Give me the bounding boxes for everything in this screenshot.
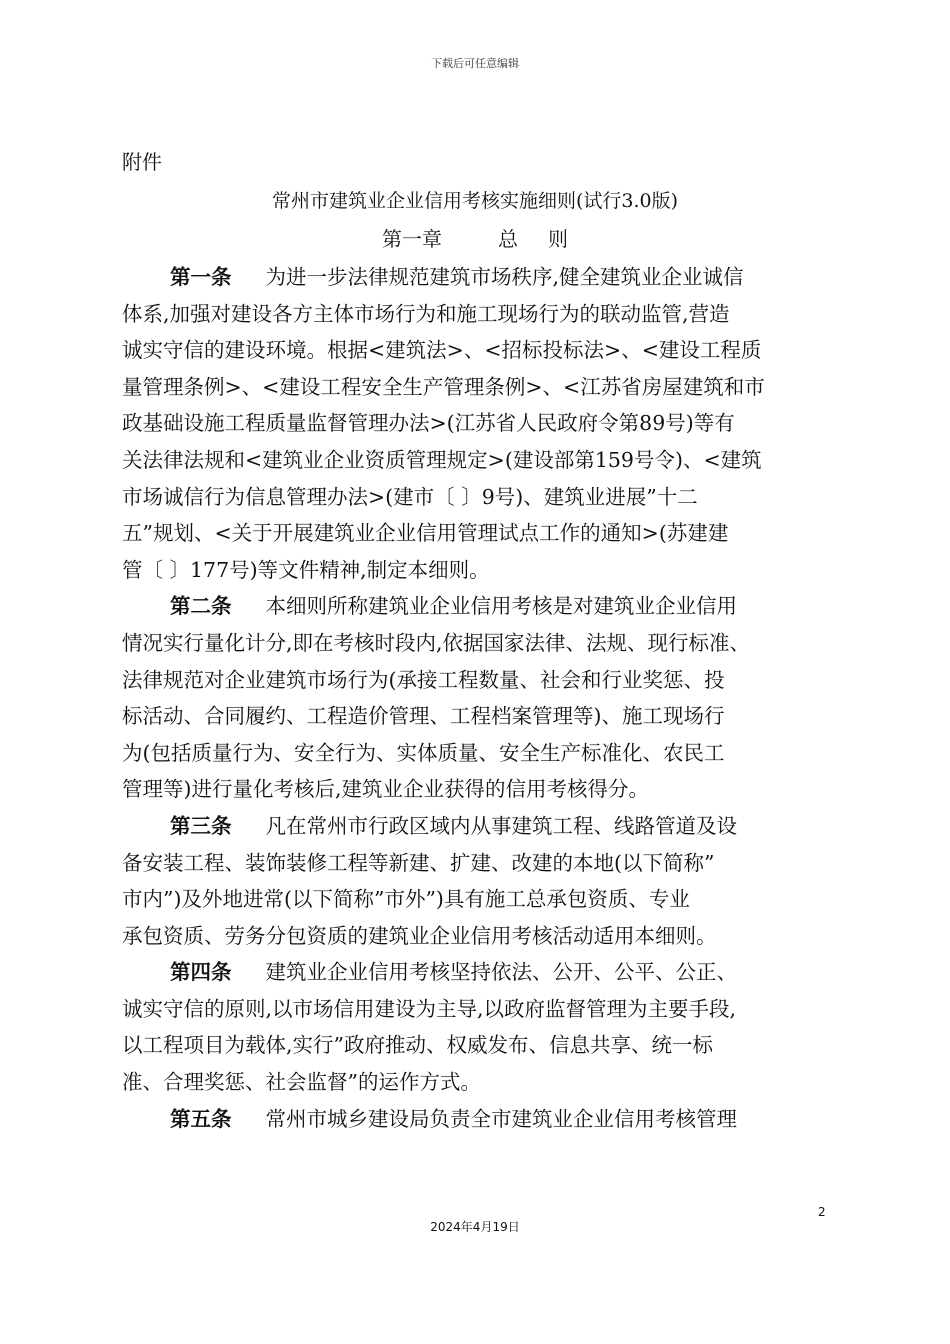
article-line: 情况实行量化计分,即在考核时段内,依据国家法律、法规、现行标准、 [122,630,751,655]
article-text: 为进一步法律规范建筑市场秩序,健全建筑业企业诚信 [265,265,744,289]
article-line: 量管理条例>、<建设工程安全生产管理条例>、<江苏省房屋建筑和市 [122,374,765,399]
article-label: 第五条 [170,1106,232,1131]
attachment-label: 附件 [122,150,162,174]
chapter-number: 第一章 [382,227,442,251]
article-first-line [122,1101,834,1138]
article-text: 本细则所称建筑业企业信用考核是对建筑业企业信用 [265,594,737,619]
document-title: 常州市建筑业企业信用考核实施细则(试行3.0版) [271,190,679,212]
article-line: 准、合理奖惩、社会监督”的运作方式。 [122,1070,481,1095]
article-3 [122,808,834,954]
article-line: 法律规范对企业建筑市场行为(承接工程数量、社会和行业奖惩、投 [122,667,725,692]
article-first-line [122,808,834,845]
article-first-line [122,954,834,991]
document-body [122,259,834,1137]
page-number: 2 [818,1205,826,1219]
article-line: 诚实守信的原则,以市场信用建设为主导,以政府监督管理为主要手段, [122,996,737,1021]
article-text: 建筑业企业信用考核坚持依法、公开、公平、公正、 [265,960,737,985]
chapter-name-part-1: 总 [498,227,518,251]
article-text: 常州市城乡建设局负责全市建筑业企业信用考核管理 [265,1106,737,1131]
article-line: 市内”)及外地进常(以下简称”市外”)具有施工总承包资质、专业 [122,887,690,912]
article-label: 第二条 [170,594,232,619]
article-line: 备安装工程、装饰装修工程等新建、扩建、改建的本地(以下简称” [122,850,715,875]
article-label: 第四条 [170,960,232,985]
article-line: 市场诚信行为信息管理办法>(建市〔 〕9号)、建筑业进展”十二 [122,484,698,509]
article-line: 关法律法规和<建筑业企业资质管理规定>(建设部第159号令)、<建筑 [122,447,762,472]
article-line: 体系,加强对建设各方主体市场行为和施工现场行为的联动监管,营造 [122,301,730,326]
article-line: 五”规划、<关于开展建筑业企业信用管理试点工作的通知>(苏建建 [122,521,729,546]
header-note: 下载后可任意编辑 [431,57,519,70]
article-2 [122,588,834,808]
article-line: 为(包括质量行为、安全行为、实体质量、安全生产标准化、农民工 [122,740,725,765]
chapter-heading [0,223,950,252]
chapter-name-part-2: 则 [548,227,568,251]
article-label: 第一条 [170,265,232,289]
footer-date: 2024年4月19日 [430,1220,520,1234]
article-text: 凡在常州市行政区域内从事建筑工程、线路管道及设 [265,813,737,838]
article-line: 管理等)进行量化考核后,建筑业企业获得的信用考核得分。 [122,777,650,802]
article-first-line [122,588,834,625]
article-line: 标活动、合同履约、工程造价管理、工程档案管理等)、施工现场行 [122,704,725,729]
article-label: 第三条 [170,813,232,838]
article-1 [122,259,834,588]
article-first-line [122,259,834,296]
article-line: 诚实守信的建设环境。根据<建筑法>、<招标投标法>、<建设工程质 [122,338,762,363]
article-line: 政基础设施工程质量监督管理办法>(江苏省人民政府令第89号)等有 [122,411,735,436]
article-line: 以工程项目为载体,实行”政府推动、权威发布、信息共享、统一标 [122,1033,713,1058]
article-5 [122,1101,834,1138]
article-line: 承包资质、劳务分包资质的建筑业企业信用考核活动适用本细则。 [122,923,717,948]
article-line: 管〔 〕177号)等文件精神,制定本细则。 [122,557,490,582]
article-4 [122,954,834,1100]
